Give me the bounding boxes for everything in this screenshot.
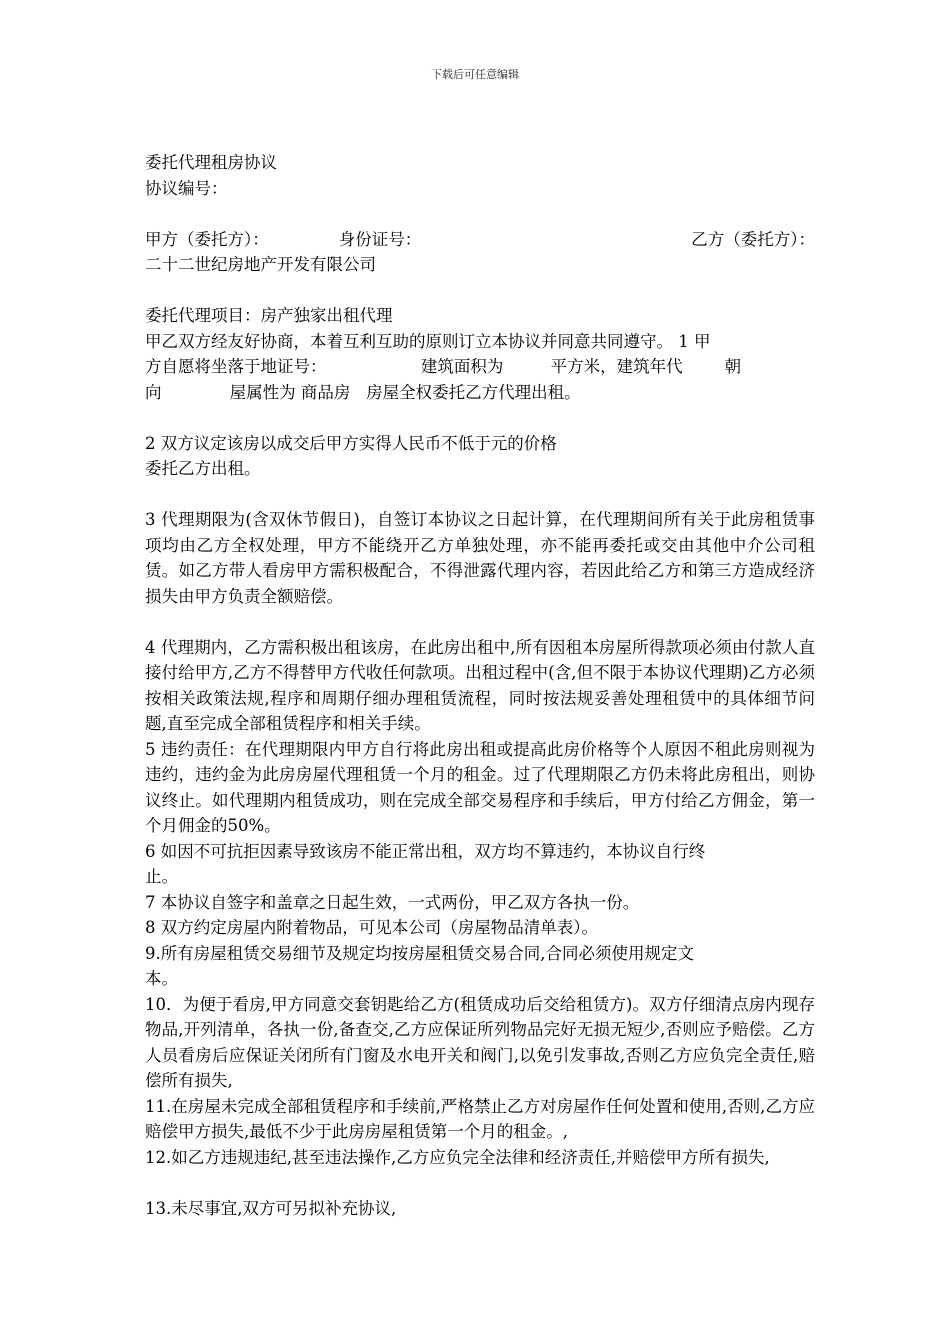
clause-10: 10．为便于看房,甲方同意交套钥匙给乙方(租赁成功后交给租赁方)。双方仔细清点房内现存物品,开列清单，各执一份,备查交,乙方应保证所列物品完好无损无短少,否则应予赔偿。乙方人员看房后应保证关闭所有门窗及水电开关和阀门,以免引发事故,否则乙方应负完全责任,赔偿所有损失,	[145, 994, 815, 1090]
clause-5: 5 违约责任：在代理期限内甲方自行将此房出租或提高此房价格等个人原因不租此房则视为违约，违约金为此房房屋代理租赁一个月的租金。过了代理期限乙方仍未将此房租出，则协议终止。如代理期内租赁成功，则在完成全部交易程序和手续后，甲方付给乙方佣金，第一个月佣金的50%。	[145, 739, 815, 835]
id-number-label: 身份证号：	[338, 229, 422, 249]
clause-13: 13.未尽事宜,双方可另拟补充协议,	[145, 1198, 397, 1218]
clause-2-line-2: 委托乙方出租。	[145, 459, 261, 478]
spacer	[145, 609, 815, 635]
clause-3: 3 代理期限为(含双休节假日)，自签订本协议之日起计算，在代理期间所有关于此房租赁事项均由乙方全权处理，甲方不能绕开乙方单独处理，亦不能再委托或交由其他中介公司租赁。如乙方带人看房甲方需积极配合，不得泄露代理内容，若因此给乙方和第三方造成经济损失由甲方负责全额赔偿。	[145, 510, 815, 606]
spacer	[145, 482, 815, 508]
party-b-label: 乙方（委托方）：	[691, 229, 815, 249]
project-line: 委托代理项目：房产独家出租代理	[145, 306, 393, 325]
clause-8: 8 双方约定房屋内附着物品，可见本公司（房屋物品清单表）。	[145, 918, 598, 937]
clause-6-line-2: 止。	[145, 867, 178, 886]
intro-line-2: 方自愿将坐落于地证号： 建筑面积为 平方米，建筑年代 朝	[145, 357, 742, 376]
clause-12: 12.如乙方违规违纪,甚至违法操作,乙方应负完全法律和经济责任,并赔偿甲方所有损失,	[145, 1147, 770, 1167]
clause-9-line-2: 本。	[145, 969, 178, 988]
spacer	[145, 405, 815, 431]
party-a: 甲方（委托方）：	[145, 229, 269, 249]
document-title: 委托代理租房协议	[145, 153, 277, 172]
clause-11: 11.在房屋未完成全部租赁程序和手续前,严格禁止乙方对房屋作任何处置和使用,否则,乙方应赔偿甲方损失,最低不少于此房房屋租赁第一个月的租金。,	[145, 1096, 815, 1141]
intro-line-1: 甲乙双方经友好协商，本着互利互助的原则订立本协议并同意共同遵守。 1 甲	[145, 331, 711, 351]
spacer	[145, 1170, 815, 1196]
page-header: 下载后可任意编辑	[431, 68, 519, 81]
party-b-company: 二十二世纪房地产开发有限公司	[145, 255, 376, 274]
contract-document	[145, 150, 815, 1221]
clause-7: 7 本协议自签字和盖章之日起生效，一式两份，甲乙双方各执一份。	[145, 892, 640, 912]
spacer	[145, 201, 815, 227]
clause-4: 4 代理期内，乙方需积极出租该房，在此房出租中,所有因租本房屋所得款项必须由付款人直接付给甲方,乙方不得替甲方代收任何款项。出租过程中(含,但不限于本协议代理期)乙方必须按相关政策法规,程序和周期仔细办理租赁流程，同时按法规妥善处理租赁中的具体细节问题,直至完成全部租赁程序和相关手续。	[145, 637, 815, 733]
intro-line-3: 向 屋属性为 商品房 房屋全权委托乙方代理出租。	[145, 382, 581, 402]
parties-row	[145, 227, 815, 253]
spacer	[145, 278, 815, 304]
clause-6-line-1: 6 如因不可抗拒因素导致该房不能正常出租，双方均不算违约，本协议自行终	[145, 841, 706, 861]
clause-9-line-1: 9.所有房屋租赁交易细节及规定均按房屋租赁交易合同,合同必须使用规定文	[145, 943, 694, 963]
clause-2-line-1: 2 双方议定该房以成交后甲方实得人民币不低于元的价格	[145, 433, 557, 453]
agreement-number: 协议编号：	[145, 178, 228, 198]
party-a-label	[145, 227, 421, 253]
